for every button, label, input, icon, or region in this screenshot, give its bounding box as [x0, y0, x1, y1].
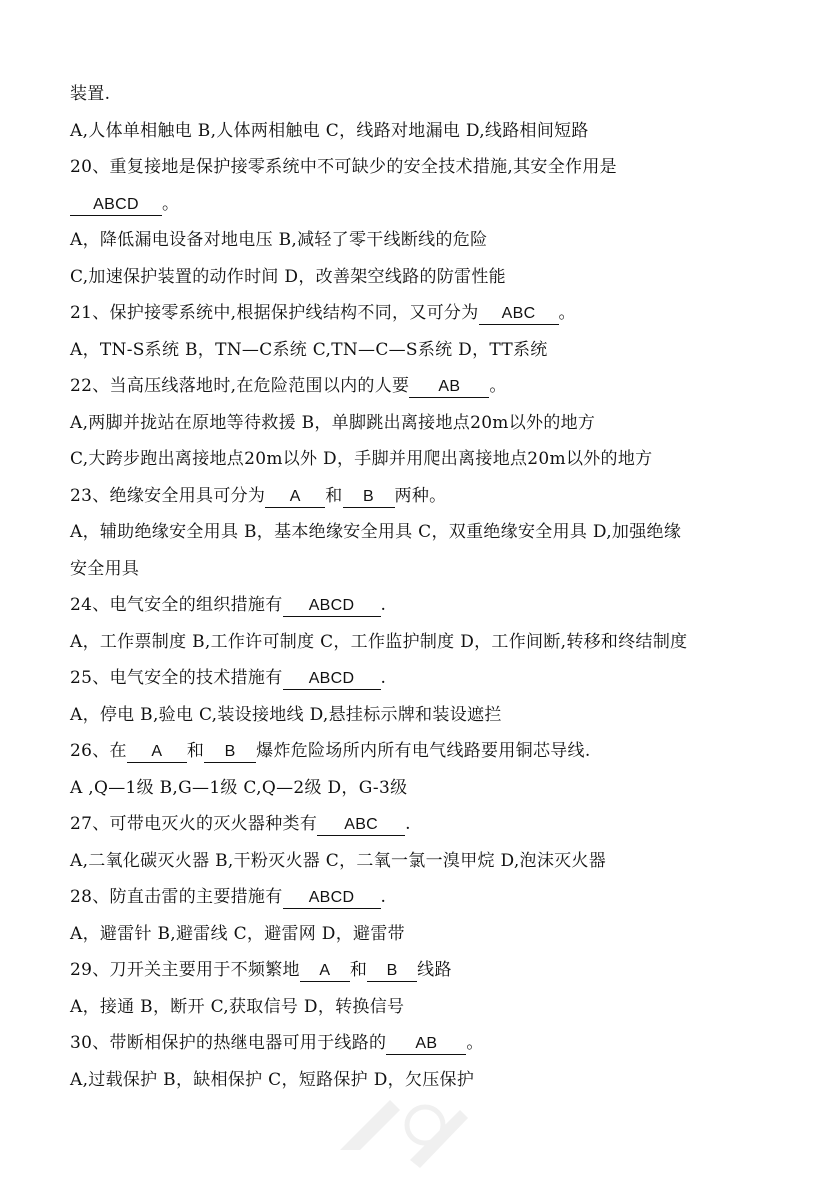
text-line: [70, 660, 790, 697]
text-line: [70, 952, 790, 989]
question-text: 27、可带电灭火的灭火器种类有: [70, 814, 318, 834]
answer-blank: ABCD: [283, 669, 381, 690]
text-line: A，停电 B,验电 C,装设接地线 D,悬挂标示牌和装设遮拦: [70, 704, 502, 725]
text-line: 装置.: [70, 84, 111, 104]
watermark-logo-icon: [330, 1090, 470, 1170]
text-line: A,两脚并拢站在原地等待救援 B，单脚跳出离接地点20m以外的地方: [70, 412, 596, 433]
text-line: A，接通 B，断开 C,获取信号 D，转换信号: [70, 996, 405, 1017]
answer-blank: A: [300, 961, 350, 982]
answer-blank: B: [204, 742, 256, 763]
text-line: [70, 806, 790, 843]
text-line: C,大跨步跑出离接地点20m以外 D，手脚并用爬出离接地点20m以外的地方: [70, 449, 653, 469]
text-line: A,人体单相触电 B,人体两相触电 C，线路对地漏电 D,线路相间短路: [70, 120, 589, 141]
question-text: .: [380, 595, 387, 615]
question-text: 和: [325, 485, 343, 506]
answer-blank: A: [127, 742, 187, 763]
answer-blank: ABC: [479, 304, 559, 325]
question-text: 和: [186, 741, 205, 761]
question-text: 。: [489, 376, 507, 396]
text-line: A,过载保护 B，缺相保护 C，短路保护 D，欠压保护: [70, 1069, 475, 1090]
text-line: A，TN-S系统 B，TN—C系统 C,TN—C—S系统 D，TT系统: [70, 339, 548, 360]
question-text: 22、当高压线落地时,在危险范围以内的人要: [70, 376, 410, 396]
text-line: A ,Q—1级 B,G—1级 C,Q—2级 D，G-3级: [70, 777, 408, 798]
question-text: 两种。: [394, 485, 447, 506]
text-line: A，降低漏电设备对地电压 B,减轻了零干线断线的危险: [70, 230, 488, 250]
answer-blank: ABCD: [283, 596, 381, 617]
text-line: [70, 1025, 790, 1062]
text-line: 安全用具: [70, 558, 140, 579]
answer-blank: ABC: [317, 815, 405, 836]
answer-blank: B: [367, 961, 417, 982]
text-line: A，避雷针 B,避雷线 C，避雷网 D，避雷带: [70, 923, 405, 944]
text-line: [70, 368, 790, 405]
answer-blank: AB: [386, 1034, 466, 1055]
question-text: 24、电气安全的组织措施有: [70, 595, 283, 615]
text-line: [70, 733, 790, 770]
question-text: 28、防直击雷的主要措施有: [70, 887, 283, 907]
question-text: 爆炸危险场所内所有电气线路要用铜芯导线.: [256, 741, 591, 761]
question-text: 23、绝缘安全用具可分为: [70, 485, 266, 506]
question-text: .: [405, 814, 411, 834]
question-text: 25、电气安全的技术措施有: [70, 668, 283, 688]
answer-blank: ABCD: [283, 888, 381, 909]
question-text: 。: [558, 303, 576, 323]
answer-blank: B: [343, 487, 395, 508]
text-line: C,加速保护装置的动作时间 D，改善架空线路的防雷性能: [70, 266, 506, 287]
question-text: .: [380, 668, 387, 688]
question-text: .: [380, 887, 387, 907]
text-line: A,二氧化碳灭火器 B,干粉灭火器 C，二氧一氯一溴甲烷 D,泡沫灭火器: [70, 850, 607, 871]
text-line: [70, 587, 790, 624]
text-line: 20、重复接地是保护接零系统中不可缺少的安全技术措施,其安全作用是: [70, 157, 617, 177]
question-text: 30、带断相保护的热继电器可用于线路的: [70, 1033, 387, 1053]
question-text: 。: [162, 193, 180, 214]
answer-blank: AB: [409, 377, 489, 398]
text-line: A，辅助绝缘安全用具 B，基本绝缘安全用具 C，双重绝缘安全用具 D,加强绝缘: [70, 522, 682, 542]
question-text: 。: [466, 1033, 484, 1053]
answer-blank: ABCD: [70, 195, 162, 216]
question-text: 21、保护接零系统中,根据保护线结构不同，又可分为: [70, 303, 479, 323]
question-text: 和: [349, 960, 368, 980]
text-line: [70, 186, 790, 223]
question-text: 26、在: [70, 741, 127, 761]
answer-blank: A: [265, 487, 325, 508]
text-line: A，工作票制度 B,工作许可制度 C，工作监护制度 D，工作间断,转移和终结制度: [70, 631, 688, 652]
document-page: [70, 76, 790, 1098]
text-line: [70, 295, 790, 332]
text-line: [70, 879, 790, 916]
text-line: [70, 478, 790, 515]
question-text: 线路: [417, 960, 452, 980]
question-text: 29、刀开关主要用于不频繁地: [70, 960, 300, 980]
